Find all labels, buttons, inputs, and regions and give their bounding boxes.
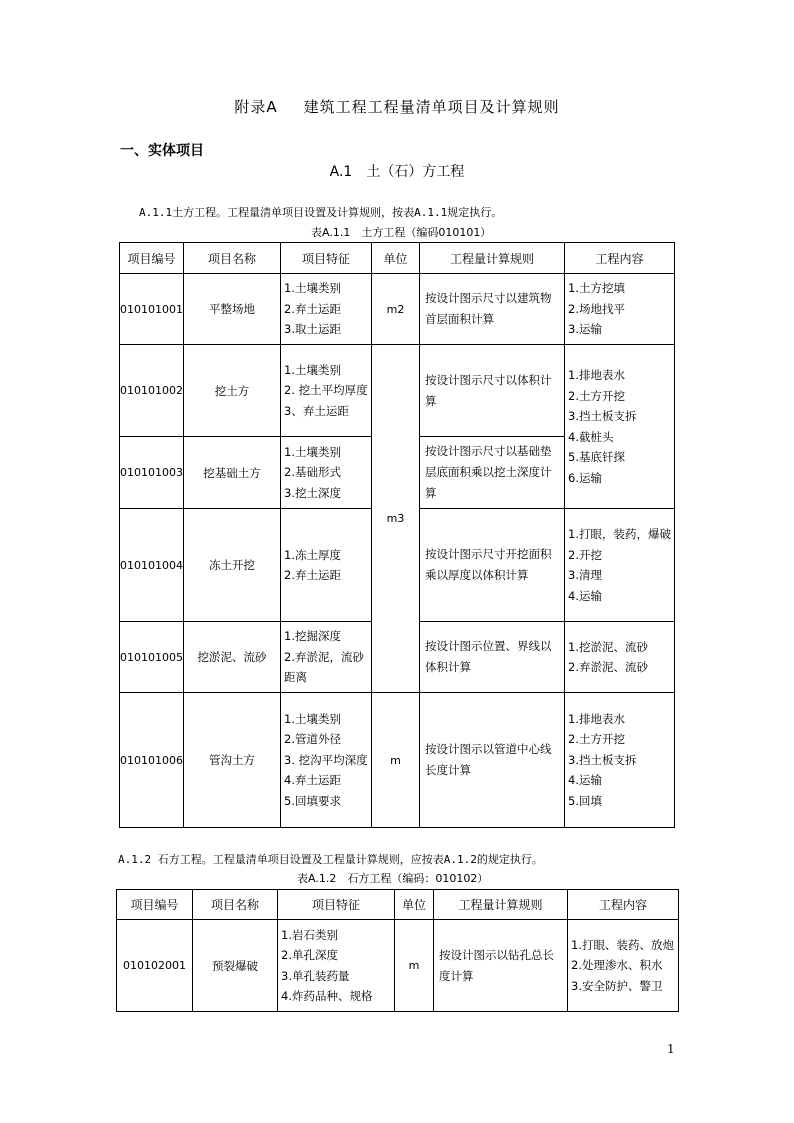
work-line: 2.土方开挖 <box>568 388 625 403</box>
work-line: 1.排地表水 <box>568 711 625 726</box>
item-features <box>281 509 372 622</box>
header-code: 项目编号 <box>120 243 184 274</box>
table-header-row <box>117 890 679 920</box>
item-name: 挖基础土方 <box>184 437 281 509</box>
item-rule: 按设计图示位置、界线以体积计算 <box>420 622 565 693</box>
item-unit: m <box>372 693 420 828</box>
header-name: 项目名称 <box>184 243 281 274</box>
feature-line: 1.土壤类别 <box>284 281 341 296</box>
item-code: 010101001 <box>120 274 184 345</box>
work-line: 2.处理渗水、积水 <box>571 958 663 973</box>
item-work <box>568 920 679 1012</box>
work-line: 2.弃淤泥、流砂 <box>568 660 648 674</box>
note-a11: A.1.1土方工程。工程量清单项目设置及计算规则，按表A.1.1规定执行。 <box>139 206 503 219</box>
appendix-title: 建筑工程工程量清单项目及计算规则 <box>303 98 560 116</box>
work-line: 3.挡土板支拆 <box>568 752 637 767</box>
header-name: 项目名称 <box>193 890 278 920</box>
item-work <box>565 345 675 509</box>
work-line: 3.挡土板支拆 <box>568 409 637 423</box>
item-code: 010101006 <box>120 693 184 828</box>
feature-line: 1.土壤类别 <box>284 362 341 377</box>
chapter-name: 土（石）方工程 <box>366 164 465 180</box>
item-rule: 按设计图示尺寸以建筑物首层面积计算 <box>420 274 565 345</box>
work-line: 3.安全防护、警卫 <box>571 978 663 993</box>
page-number: 1 <box>667 1042 675 1056</box>
item-features <box>281 274 372 345</box>
item-rule: 按设计图示尺寸开挖面积乘以厚度以体积计算 <box>420 509 565 622</box>
appendix-label: 附录A <box>234 98 278 116</box>
chapter-number: A.1 <box>329 164 353 180</box>
earthwork-table <box>119 242 675 828</box>
item-name: 管沟土方 <box>184 693 281 828</box>
feature-line: 4.炸药品种、规格 <box>281 989 373 1003</box>
feature-line: 1.挖掘深度 <box>284 629 341 644</box>
table2-caption: 表A.1.2 石方工程（编码：010102） <box>297 872 489 885</box>
header-rule: 工程量计算规则 <box>420 243 565 274</box>
feature-line: 3、弃土运距 <box>284 403 349 418</box>
table1-caption: 表A.1.1 土方工程（编码010101） <box>311 226 492 239</box>
page-title <box>0 96 794 117</box>
work-line: 4.截桩头 <box>568 429 614 444</box>
feature-line: 2.单孔深度 <box>281 948 338 962</box>
feature-line: 2.弃淤泥，流砂距离 <box>284 649 364 685</box>
feature-line: 1.土壤类别 <box>284 444 341 459</box>
header-work: 工程内容 <box>565 243 675 274</box>
item-name: 挖淤泥、流砂 <box>184 622 281 693</box>
work-line: 1.挖淤泥、流砂 <box>568 639 648 654</box>
item-unit: m <box>395 920 434 1012</box>
item-features <box>281 437 372 509</box>
item-features <box>281 622 372 693</box>
table-row <box>120 693 675 828</box>
item-name: 平整场地 <box>184 274 281 345</box>
work-line: 1.打眼、装药、放炮 <box>571 937 674 952</box>
section-heading: 一、实体项目 <box>120 143 204 159</box>
feature-line: 1.岩石类别 <box>281 927 338 942</box>
work-line: 3.运输 <box>568 322 602 337</box>
feature-line: 3. 挖沟平均深度 <box>284 752 368 767</box>
item-features <box>278 920 395 1012</box>
work-line: 2.场地找平 <box>568 301 625 316</box>
work-line: 1.土方挖填 <box>568 281 625 296</box>
work-line: 4.运输 <box>568 773 602 788</box>
item-work <box>565 693 675 828</box>
item-work <box>565 622 675 693</box>
feature-line: 5.回填要求 <box>284 793 341 808</box>
work-line: 4.运输 <box>568 588 602 603</box>
item-code: 010101003 <box>120 437 184 509</box>
work-line: 1.打眼，装药，爆破 <box>568 527 671 541</box>
note-a12: A.1.2 石方工程。工程量清单项目设置及工程量计算规则，应按表A.1.2的规定执行。 <box>118 853 543 866</box>
feature-line: 2. 挖土平均厚度 <box>284 383 368 398</box>
item-rule: 按设计图示尺寸以体积计算 <box>420 345 565 437</box>
header-work: 工程内容 <box>568 890 679 920</box>
header-features: 项目特征 <box>281 243 372 274</box>
item-code: 010101005 <box>120 622 184 693</box>
item-work <box>565 509 675 622</box>
rockwork-table <box>116 889 679 1012</box>
table-row <box>120 274 675 345</box>
table-row <box>117 920 679 1012</box>
feature-line: 4.弃土运距 <box>284 773 341 788</box>
work-line: 1.排地表水 <box>568 368 625 382</box>
work-line: 3.清理 <box>568 568 602 582</box>
header-features: 项目特征 <box>278 890 395 920</box>
feature-line: 3.取土运距 <box>284 322 341 337</box>
item-features <box>281 345 372 437</box>
item-name: 挖土方 <box>184 345 281 437</box>
header-rule: 工程量计算规则 <box>434 890 568 920</box>
item-code: 010101004 <box>120 509 184 622</box>
feature-line: 1.土壤类别 <box>284 711 341 726</box>
feature-line: 3.单孔装药量 <box>281 968 350 983</box>
item-work <box>565 274 675 345</box>
feature-line: 2.管道外径 <box>284 732 341 747</box>
feature-line: 2.基础形式 <box>284 465 341 480</box>
work-line: 6.运输 <box>568 470 602 485</box>
work-line: 5.回填 <box>568 793 602 808</box>
chapter-subtitle <box>0 161 794 181</box>
table-header-row <box>120 243 675 274</box>
work-line: 2.开挖 <box>568 547 602 562</box>
item-rule: 按设计图示以钻孔总长度计算 <box>434 920 568 1012</box>
item-name: 冻土开挖 <box>184 509 281 622</box>
header-code: 项目编号 <box>117 890 193 920</box>
header-unit: 单位 <box>372 243 420 274</box>
table-row <box>120 345 675 437</box>
work-line: 2.土方开挖 <box>568 732 625 747</box>
item-name: 预裂爆破 <box>193 920 278 1012</box>
item-unit: m3 <box>372 345 420 693</box>
item-features <box>281 693 372 828</box>
item-unit: m2 <box>372 274 420 345</box>
item-rule: 按设计图示以管道中心线长度计算 <box>420 693 565 828</box>
item-code: 010102001 <box>117 920 193 1012</box>
header-unit: 单位 <box>395 890 434 920</box>
feature-line: 3.挖土深度 <box>284 485 341 500</box>
feature-line: 2.弃土运距 <box>284 301 341 316</box>
item-code: 010101002 <box>120 345 184 437</box>
feature-line: 1.冻土厚度 <box>284 547 341 562</box>
feature-line: 2.弃土运距 <box>284 568 341 582</box>
item-rule: 按设计图示尺寸以基础垫层底面积乘以挖土深度计算 <box>420 437 565 509</box>
work-line: 5.基底钎探 <box>568 450 625 464</box>
